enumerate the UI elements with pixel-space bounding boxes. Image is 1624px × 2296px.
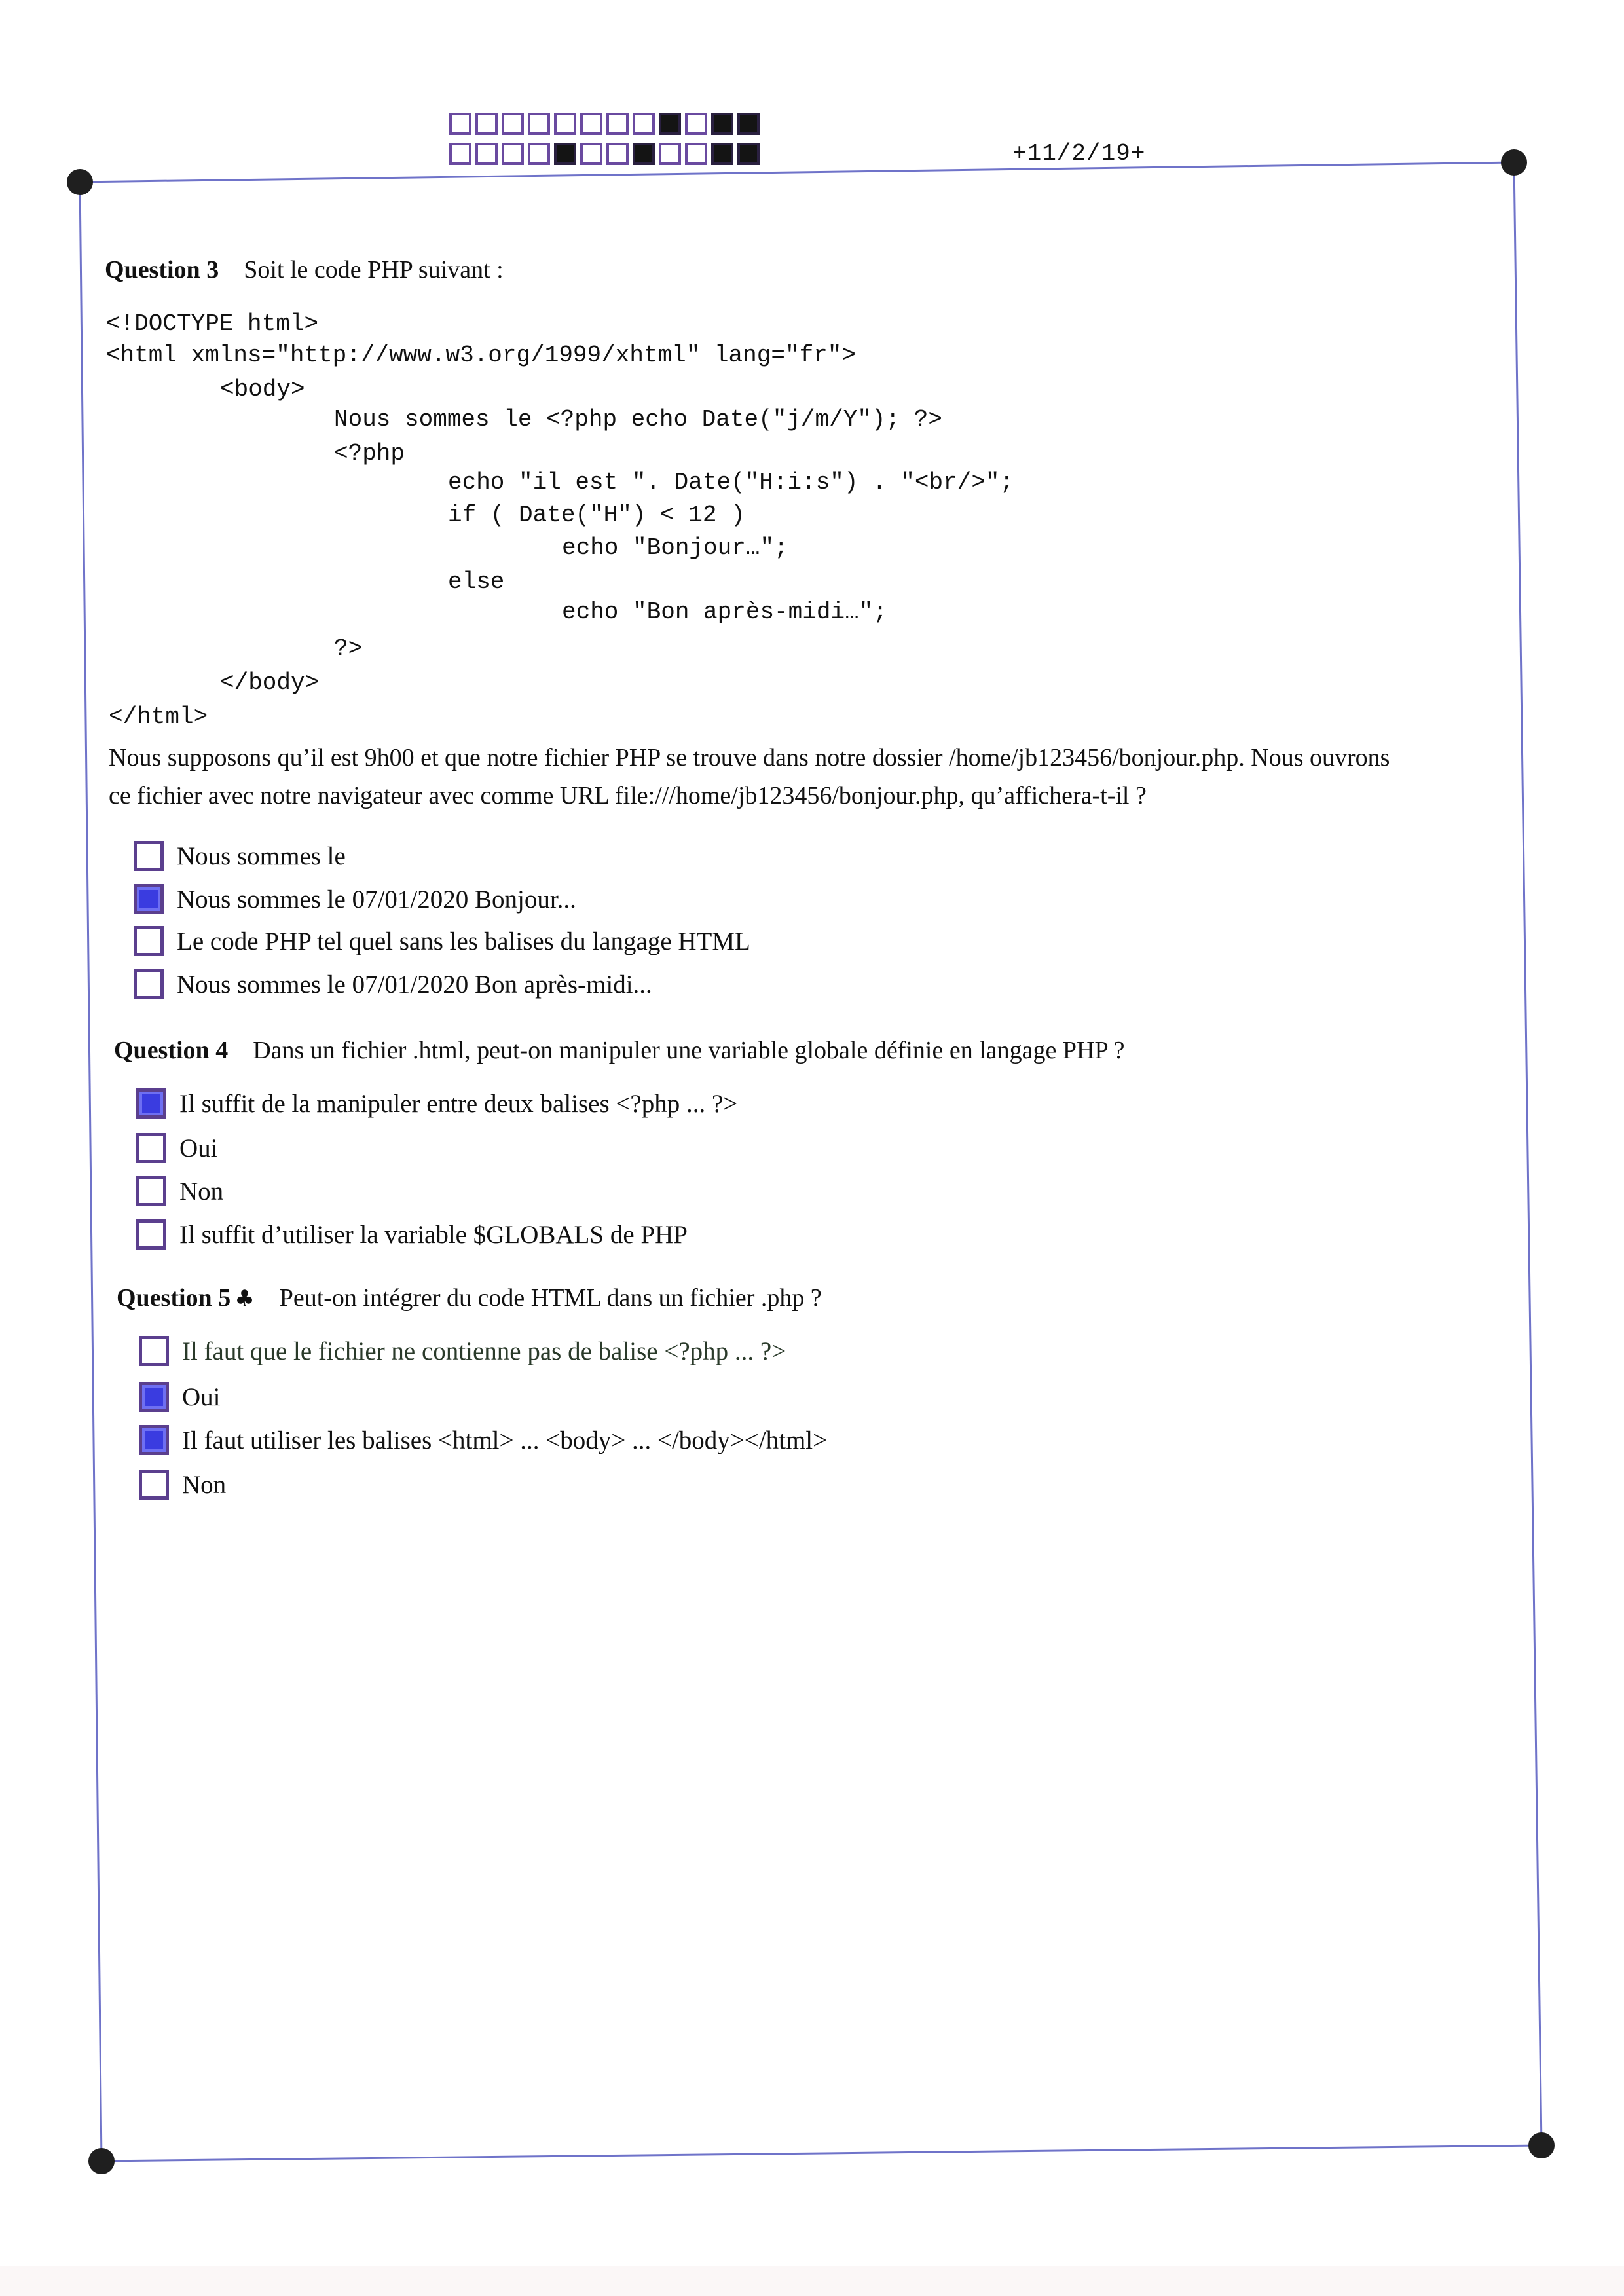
- id-box-filled: [633, 143, 655, 165]
- id-box-filled: [554, 143, 576, 165]
- code-line: ?>: [334, 635, 363, 662]
- id-box-empty: [502, 113, 524, 135]
- checkbox[interactable]: [139, 1382, 169, 1412]
- corner-marker-top-right: [1501, 149, 1527, 176]
- answer-option[interactable]: [134, 926, 750, 956]
- code-line: else: [448, 568, 505, 595]
- checkbox[interactable]: [136, 1133, 166, 1163]
- id-box-empty: [580, 113, 602, 135]
- id-box-filled: [737, 113, 760, 135]
- answer-option[interactable]: [139, 1336, 786, 1366]
- id-box-row: [449, 143, 764, 165]
- answer-label: Il faut que le fichier ne contienne pas de balise <?php ... ?>: [182, 1337, 786, 1365]
- answer-label: Il faut utiliser les balises <html> ... <body> ... </body></html>: [182, 1426, 828, 1454]
- id-box-filled: [711, 143, 733, 165]
- answer-option[interactable]: [136, 1133, 218, 1163]
- answer-option[interactable]: [139, 1382, 221, 1412]
- answer-option[interactable]: [136, 1219, 688, 1250]
- code-line: Nous sommes le <?php echo Date("j/m/Y"); ?>: [334, 406, 942, 433]
- id-box-filled: [711, 113, 733, 135]
- corner-marker-bottom-right: [1528, 2132, 1555, 2158]
- id-box-empty: [606, 143, 629, 165]
- question-text: Soit le code PHP suivant :: [244, 256, 504, 284]
- code-line: echo "Bonjour…";: [562, 534, 788, 561]
- question-3-title: [105, 255, 504, 284]
- code-line: <?php: [334, 440, 405, 467]
- question-label: Question 5: [117, 1284, 231, 1312]
- id-box-empty: [685, 143, 707, 165]
- question-text: Peut-on intégrer du code HTML dans un fichier .php ?: [279, 1284, 822, 1312]
- paragraph-line: ce fichier avec notre navigateur avec comme URL file:///home/jb123456/bonjour.php, qu’affichera-t-il ?: [109, 782, 1147, 809]
- question-4-title: [114, 1036, 1125, 1065]
- answer-label: Il suffit de la manipuler entre deux balises <?php ... ?>: [179, 1089, 738, 1118]
- club-icon: ♣: [234, 1286, 255, 1312]
- id-box-filled: [737, 143, 760, 165]
- checkbox[interactable]: [136, 1176, 166, 1206]
- answer-label: Oui: [182, 1382, 221, 1411]
- checkbox[interactable]: [134, 969, 164, 999]
- checkbox[interactable]: [136, 1088, 166, 1119]
- paragraph-line: Nous supposons qu’il est 9h00 et que notre fichier PHP se trouve dans notre dossier /home/jb123456/bonjour.php. Nous ouvrons: [109, 744, 1390, 771]
- id-box-empty: [449, 113, 471, 135]
- answer-option[interactable]: [139, 1425, 827, 1455]
- checkbox[interactable]: [134, 926, 164, 956]
- id-box-empty: [502, 143, 524, 165]
- id-box-empty: [685, 113, 707, 135]
- checkbox[interactable]: [134, 884, 164, 914]
- corner-marker-top-left: [67, 169, 93, 195]
- answer-label: Non: [179, 1177, 224, 1206]
- code-line: <html xmlns="http://www.w3.org/1999/xhtml" lang="fr">: [106, 342, 856, 369]
- answer-label: Nous sommes le 07/01/2020 Bonjour...: [177, 885, 576, 914]
- code-line: <body>: [220, 376, 305, 403]
- id-box-empty: [633, 113, 655, 135]
- id-box-empty: [528, 143, 550, 165]
- id-box-empty: [475, 143, 498, 165]
- answer-label: Non: [182, 1470, 227, 1499]
- scan-edge: [0, 2266, 1624, 2296]
- question-text: Dans un fichier .html, peut-on manipuler une variable globale définie en langage PHP ?: [253, 1037, 1125, 1064]
- id-box-empty: [449, 143, 471, 165]
- id-box-empty: [580, 143, 602, 165]
- answer-label: Le code PHP tel quel sans les balises du langage HTML: [177, 927, 750, 955]
- question-5-title: [117, 1284, 822, 1312]
- id-box-empty: [475, 113, 498, 135]
- checkbox[interactable]: [134, 841, 164, 871]
- code-line: echo "il est ". Date("H:i:s") . "<br/>";: [448, 469, 1014, 496]
- id-box-row: [449, 113, 764, 135]
- checkbox[interactable]: [136, 1219, 166, 1250]
- id-box-empty: [554, 113, 576, 135]
- answer-label: Nous sommes le: [177, 842, 346, 870]
- answer-label: Nous sommes le 07/01/2020 Bon après-midi...: [177, 970, 652, 999]
- checkbox[interactable]: [139, 1470, 169, 1500]
- corner-marker-bottom-left: [88, 2148, 115, 2174]
- answer-option[interactable]: [134, 841, 346, 871]
- id-box-empty: [528, 113, 550, 135]
- code-line: echo "Bon après-midi…";: [562, 599, 887, 625]
- code-line: </body>: [220, 669, 320, 696]
- answer-option[interactable]: [136, 1176, 223, 1206]
- question-label: Question 4: [114, 1037, 229, 1064]
- answer-option[interactable]: [136, 1088, 737, 1119]
- checkbox[interactable]: [139, 1336, 169, 1366]
- answer-option[interactable]: [134, 884, 576, 914]
- code-line: </html>: [109, 703, 208, 730]
- id-box-empty: [659, 143, 681, 165]
- answer-label: Il suffit d’utiliser la variable $GLOBALS de PHP: [179, 1220, 688, 1249]
- answer-option[interactable]: [134, 969, 652, 999]
- page-code: +11/2/19+: [1012, 140, 1146, 167]
- code-line: if ( Date("H") < 12 ): [448, 502, 745, 528]
- id-box-filled: [659, 113, 681, 135]
- question-3-paragraph: [109, 739, 1504, 815]
- id-box-empty: [606, 113, 629, 135]
- code-line: <!DOCTYPE html>: [106, 310, 319, 337]
- checkbox[interactable]: [139, 1425, 169, 1455]
- answer-option[interactable]: [139, 1470, 226, 1500]
- answer-label: Oui: [179, 1134, 218, 1162]
- question-label: Question 3: [105, 256, 219, 284]
